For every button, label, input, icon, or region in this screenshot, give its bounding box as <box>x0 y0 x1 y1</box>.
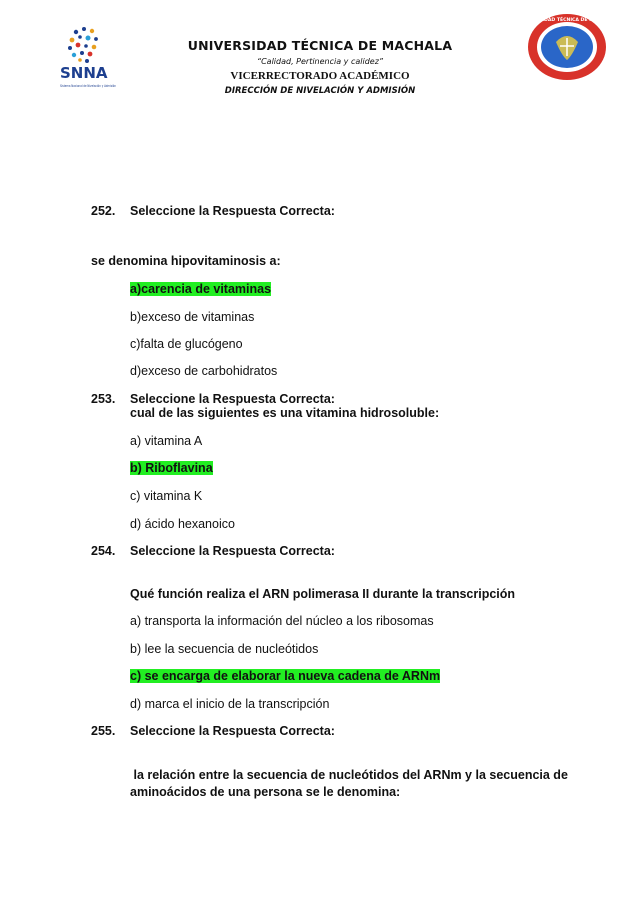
question-252-option-b: b)exceso de vitaminas <box>130 310 255 324</box>
question-253-option-b <box>130 461 213 475</box>
direction-name: DIRECCIÓN DE NIVELACIÓN Y ADMISIÓN <box>224 86 416 96</box>
question-252-prompt: se denomina hipovitaminosis a: <box>91 254 281 268</box>
answer-highlight: a)carencia de vitaminas <box>130 282 272 296</box>
question-253-prompt: cual de las siguientes es una vitamina hidrosoluble: <box>130 406 440 420</box>
question-254-option-c <box>130 669 440 683</box>
question-252-number: 252. <box>91 204 116 218</box>
question-253-instruction: Seleccione la Respuesta Correcta: <box>130 392 335 406</box>
question-254-option-b: b) lee la secuencia de nucleótidos <box>130 642 319 656</box>
question-254-prompt: Qué función realiza el ARN polimerasa II durante la transcripción <box>130 587 516 601</box>
question-255-prompt-line1: la relación entre la secuencia de nucleótidos del ARNm y la secuencia de <box>130 768 568 782</box>
question-254-instruction: Seleccione la Respuesta Correcta: <box>130 544 335 558</box>
snna-logo-text: SNNA <box>60 64 108 82</box>
question-255-prompt-line2: aminoácidos de una persona se le denomina: <box>130 785 401 799</box>
question-254-option-d: d) marca el inicio de la transcripción <box>130 697 330 711</box>
question-252-option-c: c)falta de glucógeno <box>130 337 243 351</box>
university-motto: “Calidad, Pertinencia y calidez” <box>256 57 384 66</box>
seal-text: UNIVERSIDAD TÉCNICA DE MACHALA <box>519 18 615 23</box>
university-title: UNIVERSIDAD TÉCNICA DE MACHALA <box>187 38 453 53</box>
vice-rectorate: VICERRECTORADO ACADÉMICO <box>230 70 410 82</box>
question-252-instruction: Seleccione la Respuesta Correcta: <box>130 204 335 218</box>
question-254-number: 254. <box>91 544 116 558</box>
question-253-option-a: a) vitamina A <box>130 434 203 448</box>
question-253-option-d: d) ácido hexanoico <box>130 517 235 531</box>
question-254-option-a: a) transporta la información del núcleo a los ribosomas <box>130 614 434 628</box>
document-header <box>0 0 638 120</box>
header-titles <box>180 38 460 96</box>
snna-logo-subtitle: Sistema Nacional de Nivelación y Admisión <box>60 84 116 88</box>
answer-highlight: c) se encarga de elaborar la nueva cadena de ARNm <box>130 669 441 683</box>
question-255-instruction: Seleccione la Respuesta Correcta: <box>130 724 335 738</box>
question-253-number: 253. <box>91 392 116 406</box>
university-seal <box>519 12 615 82</box>
question-252-option-d: d)exceso de carbohidratos <box>130 364 278 378</box>
question-253-option-c: c) vitamina K <box>130 489 203 503</box>
question-252-option-a <box>130 282 271 296</box>
snna-logo <box>58 22 118 94</box>
answer-highlight: b) Riboflavina <box>130 461 213 475</box>
question-255-number: 255. <box>91 724 116 738</box>
